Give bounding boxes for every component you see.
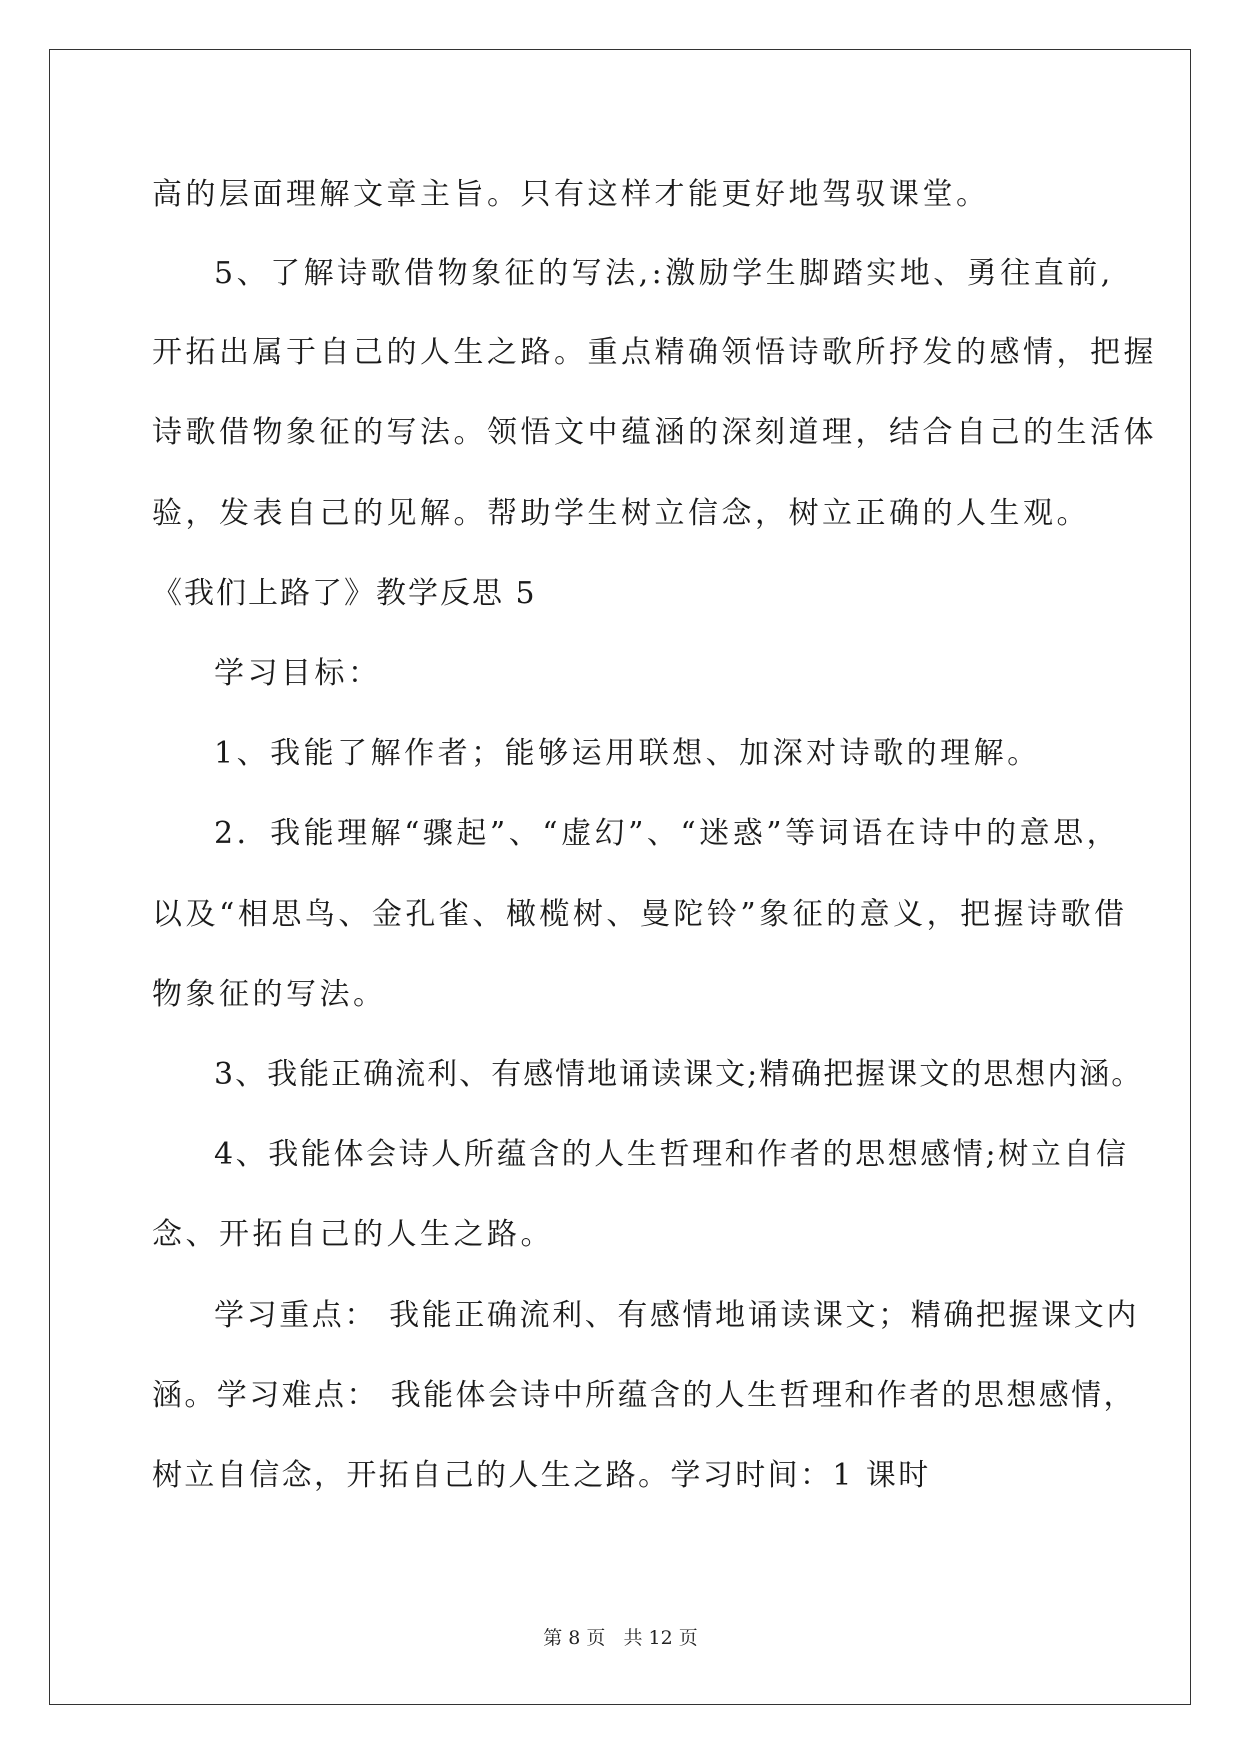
text-line: 高的层面理解文章主旨。只有这样才能更好地驾驭课堂。 — [152, 177, 990, 212]
text-line: 5、了解诗歌借物象征的写法,:激励学生脚踏实地、勇往直前, — [214, 256, 1114, 291]
page-border — [49, 49, 1191, 1705]
text-line: 4、我能体会诗人所蕴含的人生哲理和作者的思想感情;树立自信 — [214, 1137, 1129, 1172]
text-line: 1、我能了解作者；能够运用联想、加深对诗歌的理解。 — [214, 736, 1041, 771]
page-number-footer: 第 8 页 共 12 页 — [543, 1627, 698, 1649]
text-line: 开拓出属于自己的人生之路。重点精确领悟诗歌所抒发的感情，把握 — [152, 335, 1157, 370]
section-heading: 《我们上路了》教学反思 5 — [152, 576, 537, 611]
text-line: 涵。学习难点： 我能体会诗中所蕴含的人生哲理和作者的思想感情， — [152, 1378, 1136, 1413]
text-line: 树立自信念，开拓自己的人生之路。学习时间：1 课时 — [152, 1458, 931, 1493]
text-line: 2．我能理解“骤起”、“虚幻”、“迷惑”等词语在诗中的意思， — [214, 816, 1121, 851]
text-line: 3、我能正确流利、有感情地诵读课文;精确把握课文的思想内涵。 — [214, 1057, 1144, 1092]
text-line: 学习目标： — [214, 656, 382, 691]
text-line: 学习重点： 我能正确流利、有感情地诵读课文；精确把握课文内 — [214, 1298, 1139, 1333]
text-line: 验，发表自己的见解。帮助学生树立信念，树立正确的人生观。 — [152, 496, 1090, 531]
text-line: 物象征的写法。 — [152, 977, 387, 1012]
text-line: 诗歌借物象征的写法。领悟文中蕴涵的深刻道理，结合自己的生活体 — [152, 415, 1157, 450]
text-line: 念、开拓自己的人生之路。 — [152, 1217, 554, 1252]
text-line: 以及“相思鸟、金孔雀、橄榄树、曼陀铃”象征的意义，把握诗歌借 — [152, 897, 1128, 932]
